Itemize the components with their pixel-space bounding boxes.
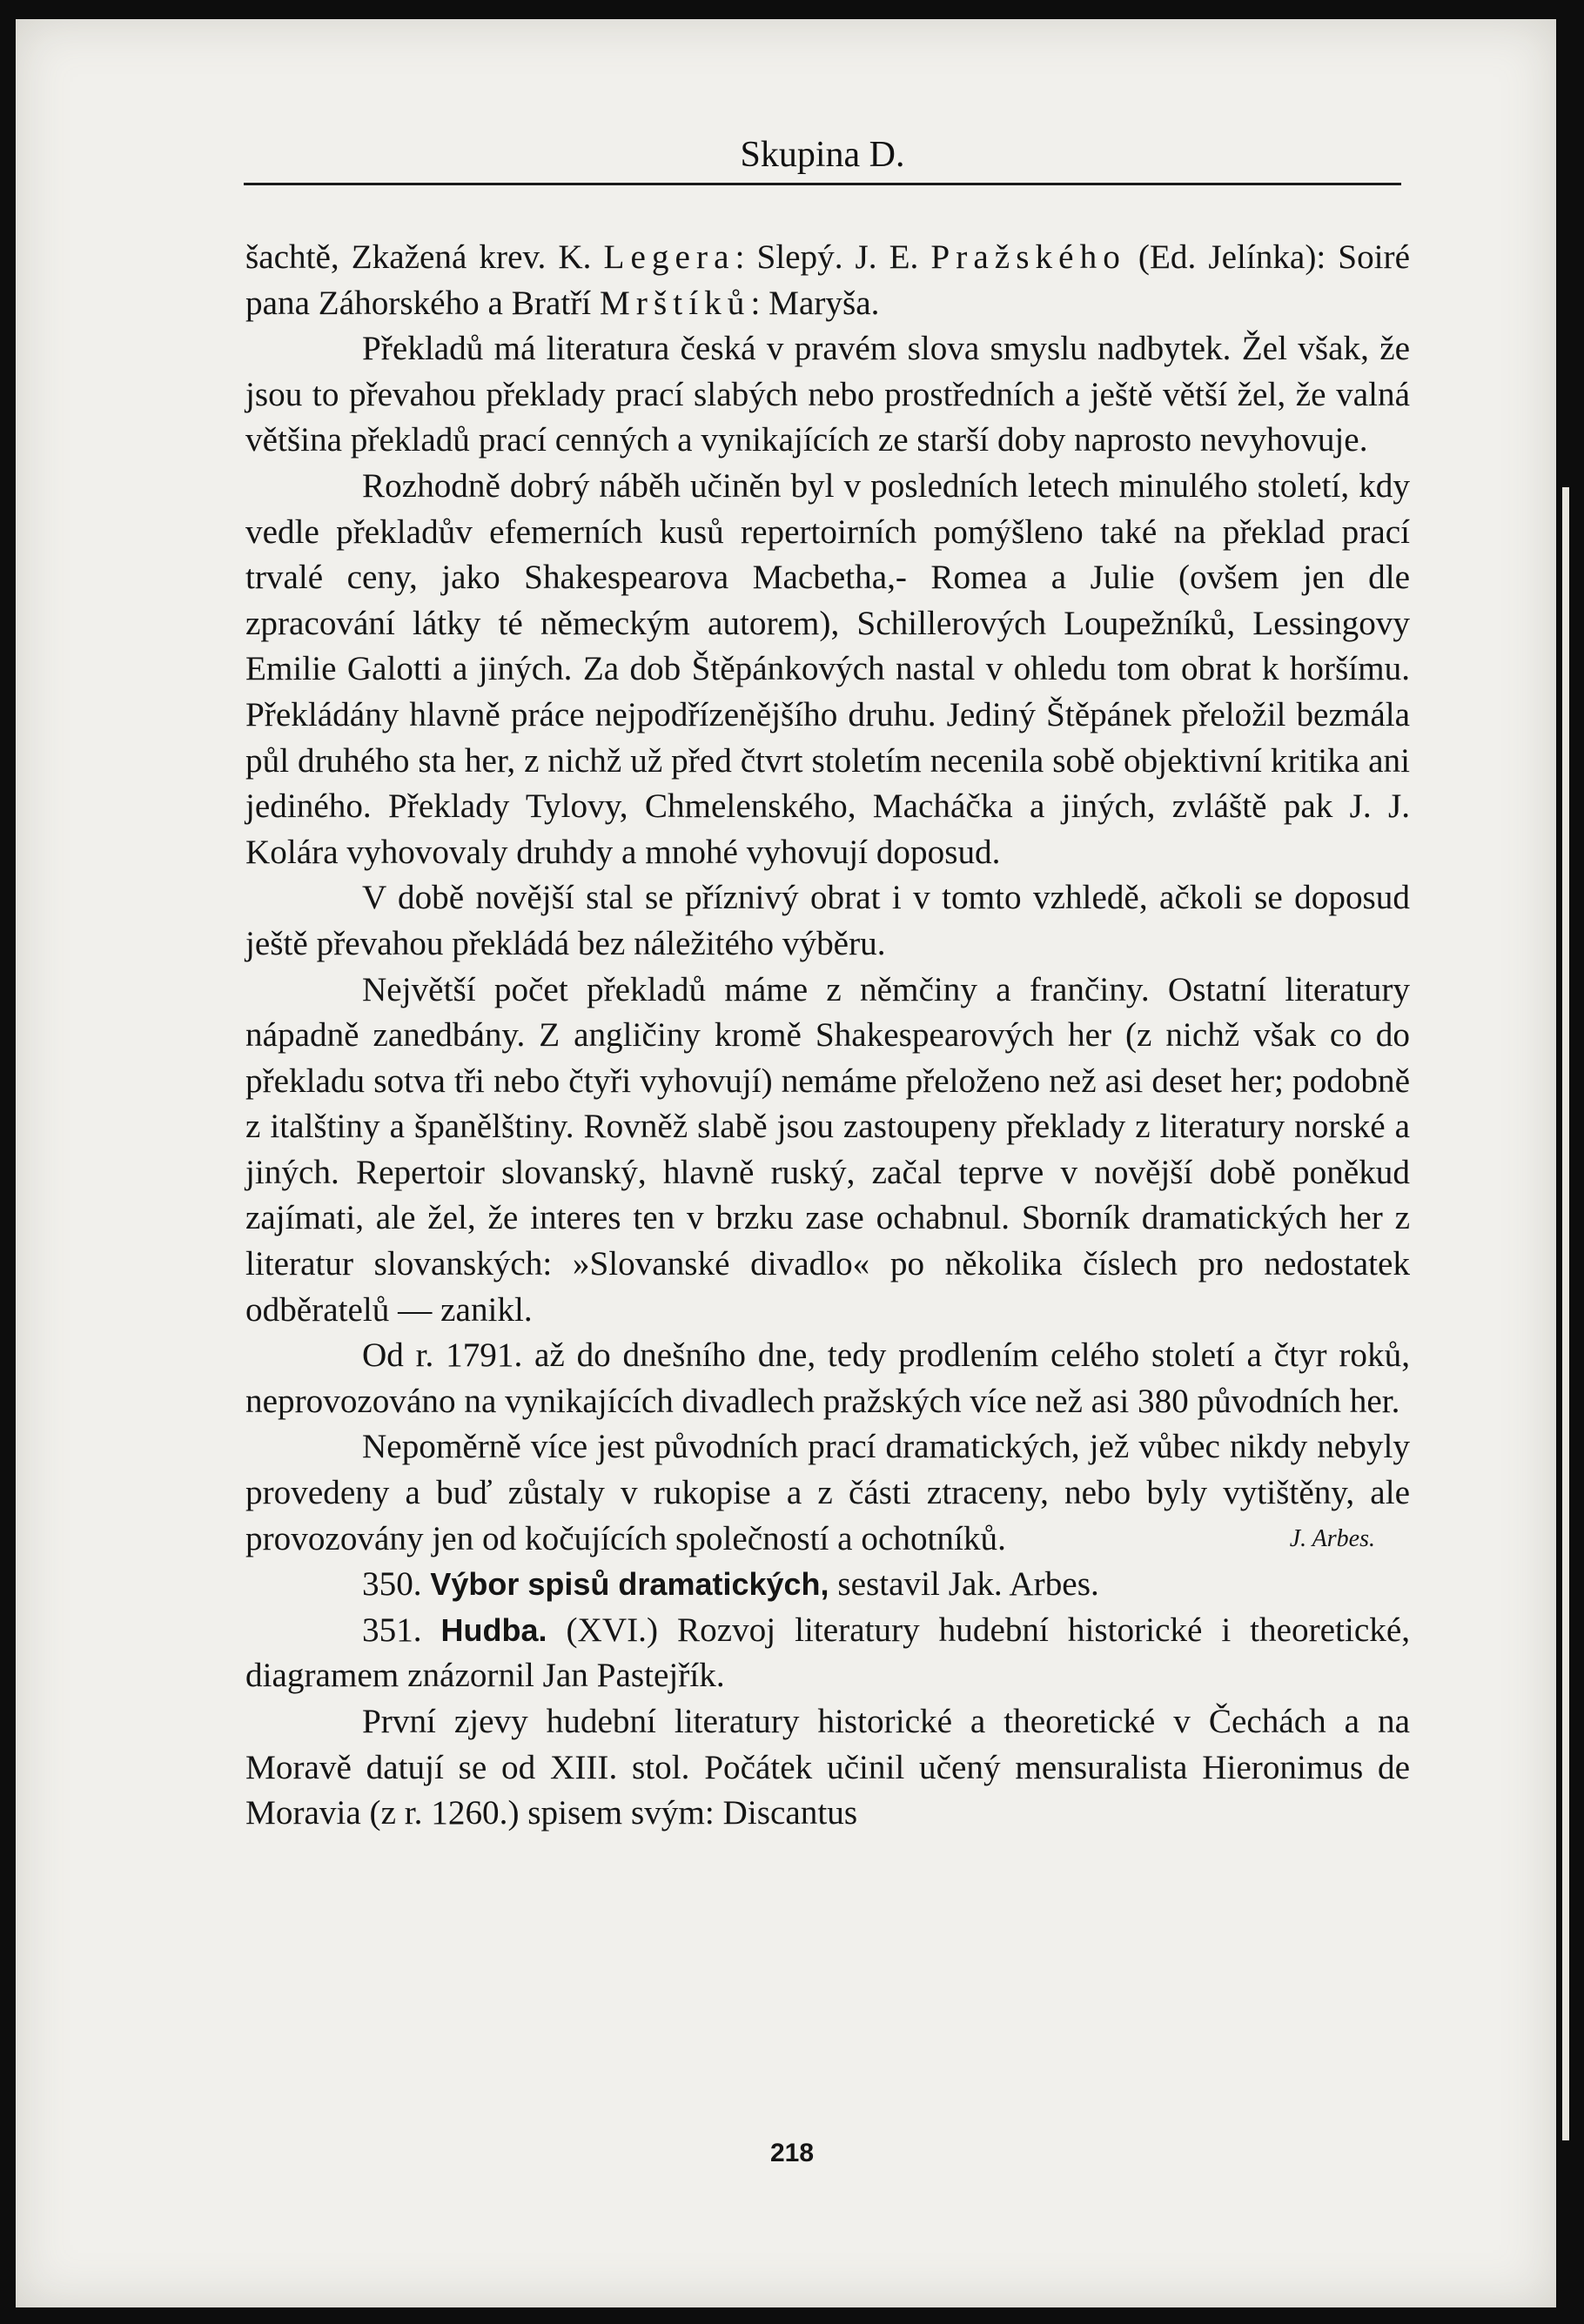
- paragraph-10: První zjevy hudební literatury historické a theoretické v Čechách a na Moravě datují se od XIII. stol. Počátek učinil učený mensuralista Hieronimus de Moravia (z r. 1260.) spisem svým: Discantus: [245, 1703, 1410, 1832]
- paragraph-7: [245, 1424, 1410, 1562]
- text-run: : Maryša.: [750, 284, 880, 322]
- name-prazskeho: Pražského: [930, 238, 1126, 276]
- name-legera: Legera: [603, 238, 735, 276]
- entry-351: [245, 1608, 1410, 1699]
- paragraph-3: Rozhodně dobrý náběh učiněn byl v posledních letech minulého století, kdy vedle překladův efemerních kusů repertoirních pomýšleno také na překlad prací trvalé ceny, jako Shakespearova Macbetha,- Romea a Julie (ovšem jen dle zpracování látky té německým autorem), Schillerových Loupežníků, Lessingovy Emilie Galotti a jiných. Za dob Štěpánkových nastal v ohledu tom obrat k horšímu. Překládány hlavně práce nejpodřízenějšího druhu. Jediný Štěpánek přeložil bezmála půl druhého sta her, z nichž už před čtvrt stoletím necenila sobě objektivní kritika ani jediného. Překlady Tylovy, Chmelenského, Macháčka a jiných, zvláště pak J. J. Kolára vyhovovaly druhdy a mnohé vyhovují doposud.: [245, 466, 1410, 871]
- entry-rest: (XVI.) Rozvoj literatury hudební historické i theoretické, diagramem znázornil Jan Pastejřík.: [245, 1611, 1411, 1695]
- running-header: [244, 129, 1401, 190]
- paragraph-6: Od r. 1791. až do dnešního dne, tedy prodlením celého století a čtyr roků, neprovozováno na vynikajících divadlech pražských více než asi 380 původních her.: [245, 1336, 1410, 1420]
- paragraph-4: V době novější stal se příznivý obrat i v tomto vzhledě, ačkoli se doposud ještě převahou překládá bez náležitého výběru.: [245, 879, 1410, 962]
- paragraph-2: Překladů má literatura česká v pravém slova smyslu nadbytek. Žel však, že jsou to převahou překlady prací slabých nebo prostředních a ještě větší žel, že valná většina překladů prací cenných a vynikajících ze starší doby naprosto nevyhovuje.: [245, 330, 1410, 459]
- paragraph-1: [245, 235, 1410, 326]
- body-text: [245, 235, 1410, 1837]
- paragraph-5: Největší počet překladů máme z němčiny a frančiny. Ostatní literatury nápadně zanedbány. Z angličiny kromě Shakespearových her (z nichž však co do překladu sotva tři nebo čtyři vyhovují) nemáme přeloženo než asi deset her; podobně z italštiny a španělštiny. Rovněž slabě jsou zastoupeny překlady z literatury norské a jiných. Repertoir slovanský, hlavně ruský, začal teprve v novější době poněkud zajímati, ale žel, že interes ten v brzku zase ochabnul. Sborník dramatických her z literatur slovanských: »Slovanské divadlo« po několika číslech pro nedostatek odběratelů — zanikl.: [245, 970, 1410, 1329]
- text-run: : Slepý. J. E.: [735, 238, 931, 276]
- text-run: (Ed. Jelínka): Soiré pana Záhorského a Bratří: [245, 238, 1410, 322]
- name-mrstiku: Mrštíků: [599, 284, 751, 322]
- entry-350: [245, 1562, 1410, 1608]
- header-title: Skupina D.: [740, 135, 905, 175]
- entry-title: Hudba.: [440, 1611, 547, 1648]
- entry-number: 351.: [362, 1611, 422, 1649]
- author-signature: J. Arbes.: [1289, 1524, 1375, 1552]
- page-number: 218: [769, 2139, 815, 2167]
- text-run: šachtě, Zkažená krev. K.: [245, 238, 604, 276]
- page-edge-strip: [1562, 487, 1569, 2140]
- entry-rest: sestavil Jak. Arbes.: [829, 1565, 1099, 1604]
- header-rule: [244, 183, 1401, 185]
- entry-number: 350.: [362, 1565, 422, 1604]
- entry-title: Výbor spisů dramatických,: [430, 1566, 829, 1603]
- paragraph-7-text: Nepoměrně více jest původních prací dramatických, jež vůbec nikdy nebyly provedeny a buď zůstaly v rukopise a z části ztraceny, nebo byly vytištěny, ale provozovány jen od kočujících společností a ochotníků.: [245, 1428, 1410, 1557]
